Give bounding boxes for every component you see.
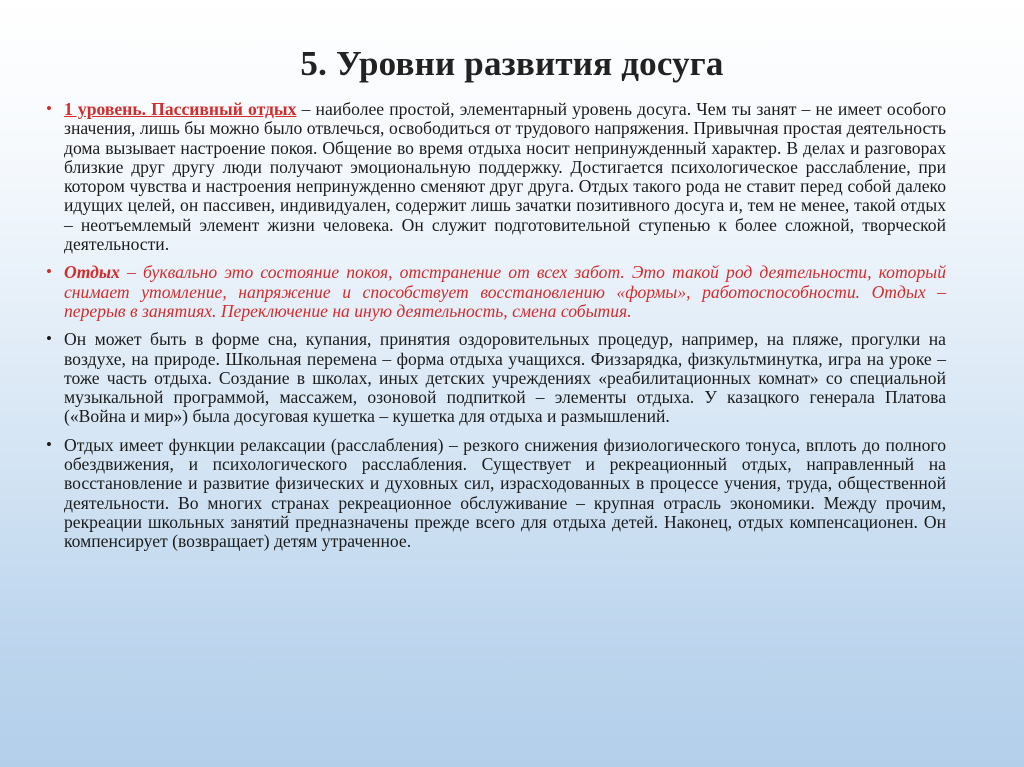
bullet-item-rest-functions: [46, 436, 946, 552]
bullet-text: Отдых имеет функции релаксации (расслабления) – резкого снижения физиологического тонуса, вплоть до полного обездвижения, и психологического расслабления. Существует и рекреационный отдых, направленный на восстановление и развитие физических и духовных сил, израсходованных в процессе учения, труда, общественной деятельности. Во многих странах рекреационное обслуживание – крупная отрасль экономики. Между прочим, рекреации школьных занятий предназначены прежде всего для отдыха детей. Наконец, отдых компенсационен. Он компенсирует (возвращает) детям утраченное.: [64, 434, 946, 552]
bullet-text: – наиболее простой, элементарный уровень досуга. Чем ты занят – не имеет особого значения, лишь бы можно было отвлечься, освободиться от трудового напряжения. Привычная простая деятельность дома вызывает настроение покоя. Общение во время отдыха носит непринужденный характер. В делах и разговорах близкие друг другу люди получают эмоциональную поддержку. Достигается психологическое расслабление, при котором чувства и настроения непринужденно сменяют друг друга. Отдых такого рода не ставит перед собой далеко идущих целей, он пассивен, индивидуален, содержит лишь зачатки позитивного досуга и, тем не менее, такой отдых – неотъемлемый элемент жизни человека. Он служит подготовительной ступенью к более сложной, творческой деятельности.: [64, 99, 946, 255]
bullet-icon: •: [46, 99, 52, 118]
bullet-lead: 1 уровень. Пассивный отдых: [64, 99, 297, 119]
bullet-icon: •: [46, 329, 52, 349]
bullet-item-passive-rest: [46, 100, 946, 254]
bullet-item-rest-definition: [46, 263, 946, 321]
bullet-list: [46, 100, 946, 561]
bullet-icon: •: [46, 262, 52, 282]
bullet-icon: •: [46, 434, 52, 454]
bullet-lead: Отдых: [64, 262, 120, 283]
bullet-text: Он может быть в форме сна, купания, принятия оздоровительных процедур, например, на пляже, прогулки на воздухе, на природе. Школьная перемена – форма отдыха учащихся. Физзарядка, физкультминутка, игра на уроке – тоже часть отдыха. Создание в школах, иных детских учреждениях «реабилитационных комнат» со специальной музыкальной программой, массажем, озоновой подпиткой – элементы отдыха. У казацкого генерала Платова («Война и мир») была досуговая кушетка – кушетка для отдыха и размышлений.: [64, 329, 946, 427]
bullet-text: – буквально это состояние покоя, отстранение от всех забот. Это такой род деятельности, который снимает утомление, напряжение и способствует восстановлению «формы», работоспособности. Отдых – перерыв в занятиях. Переключение на иную деятельность, смена события.: [64, 262, 946, 321]
bullet-item-rest-forms: [46, 330, 946, 426]
slide-title: 5. Уровни развития досуга: [300, 44, 724, 83]
